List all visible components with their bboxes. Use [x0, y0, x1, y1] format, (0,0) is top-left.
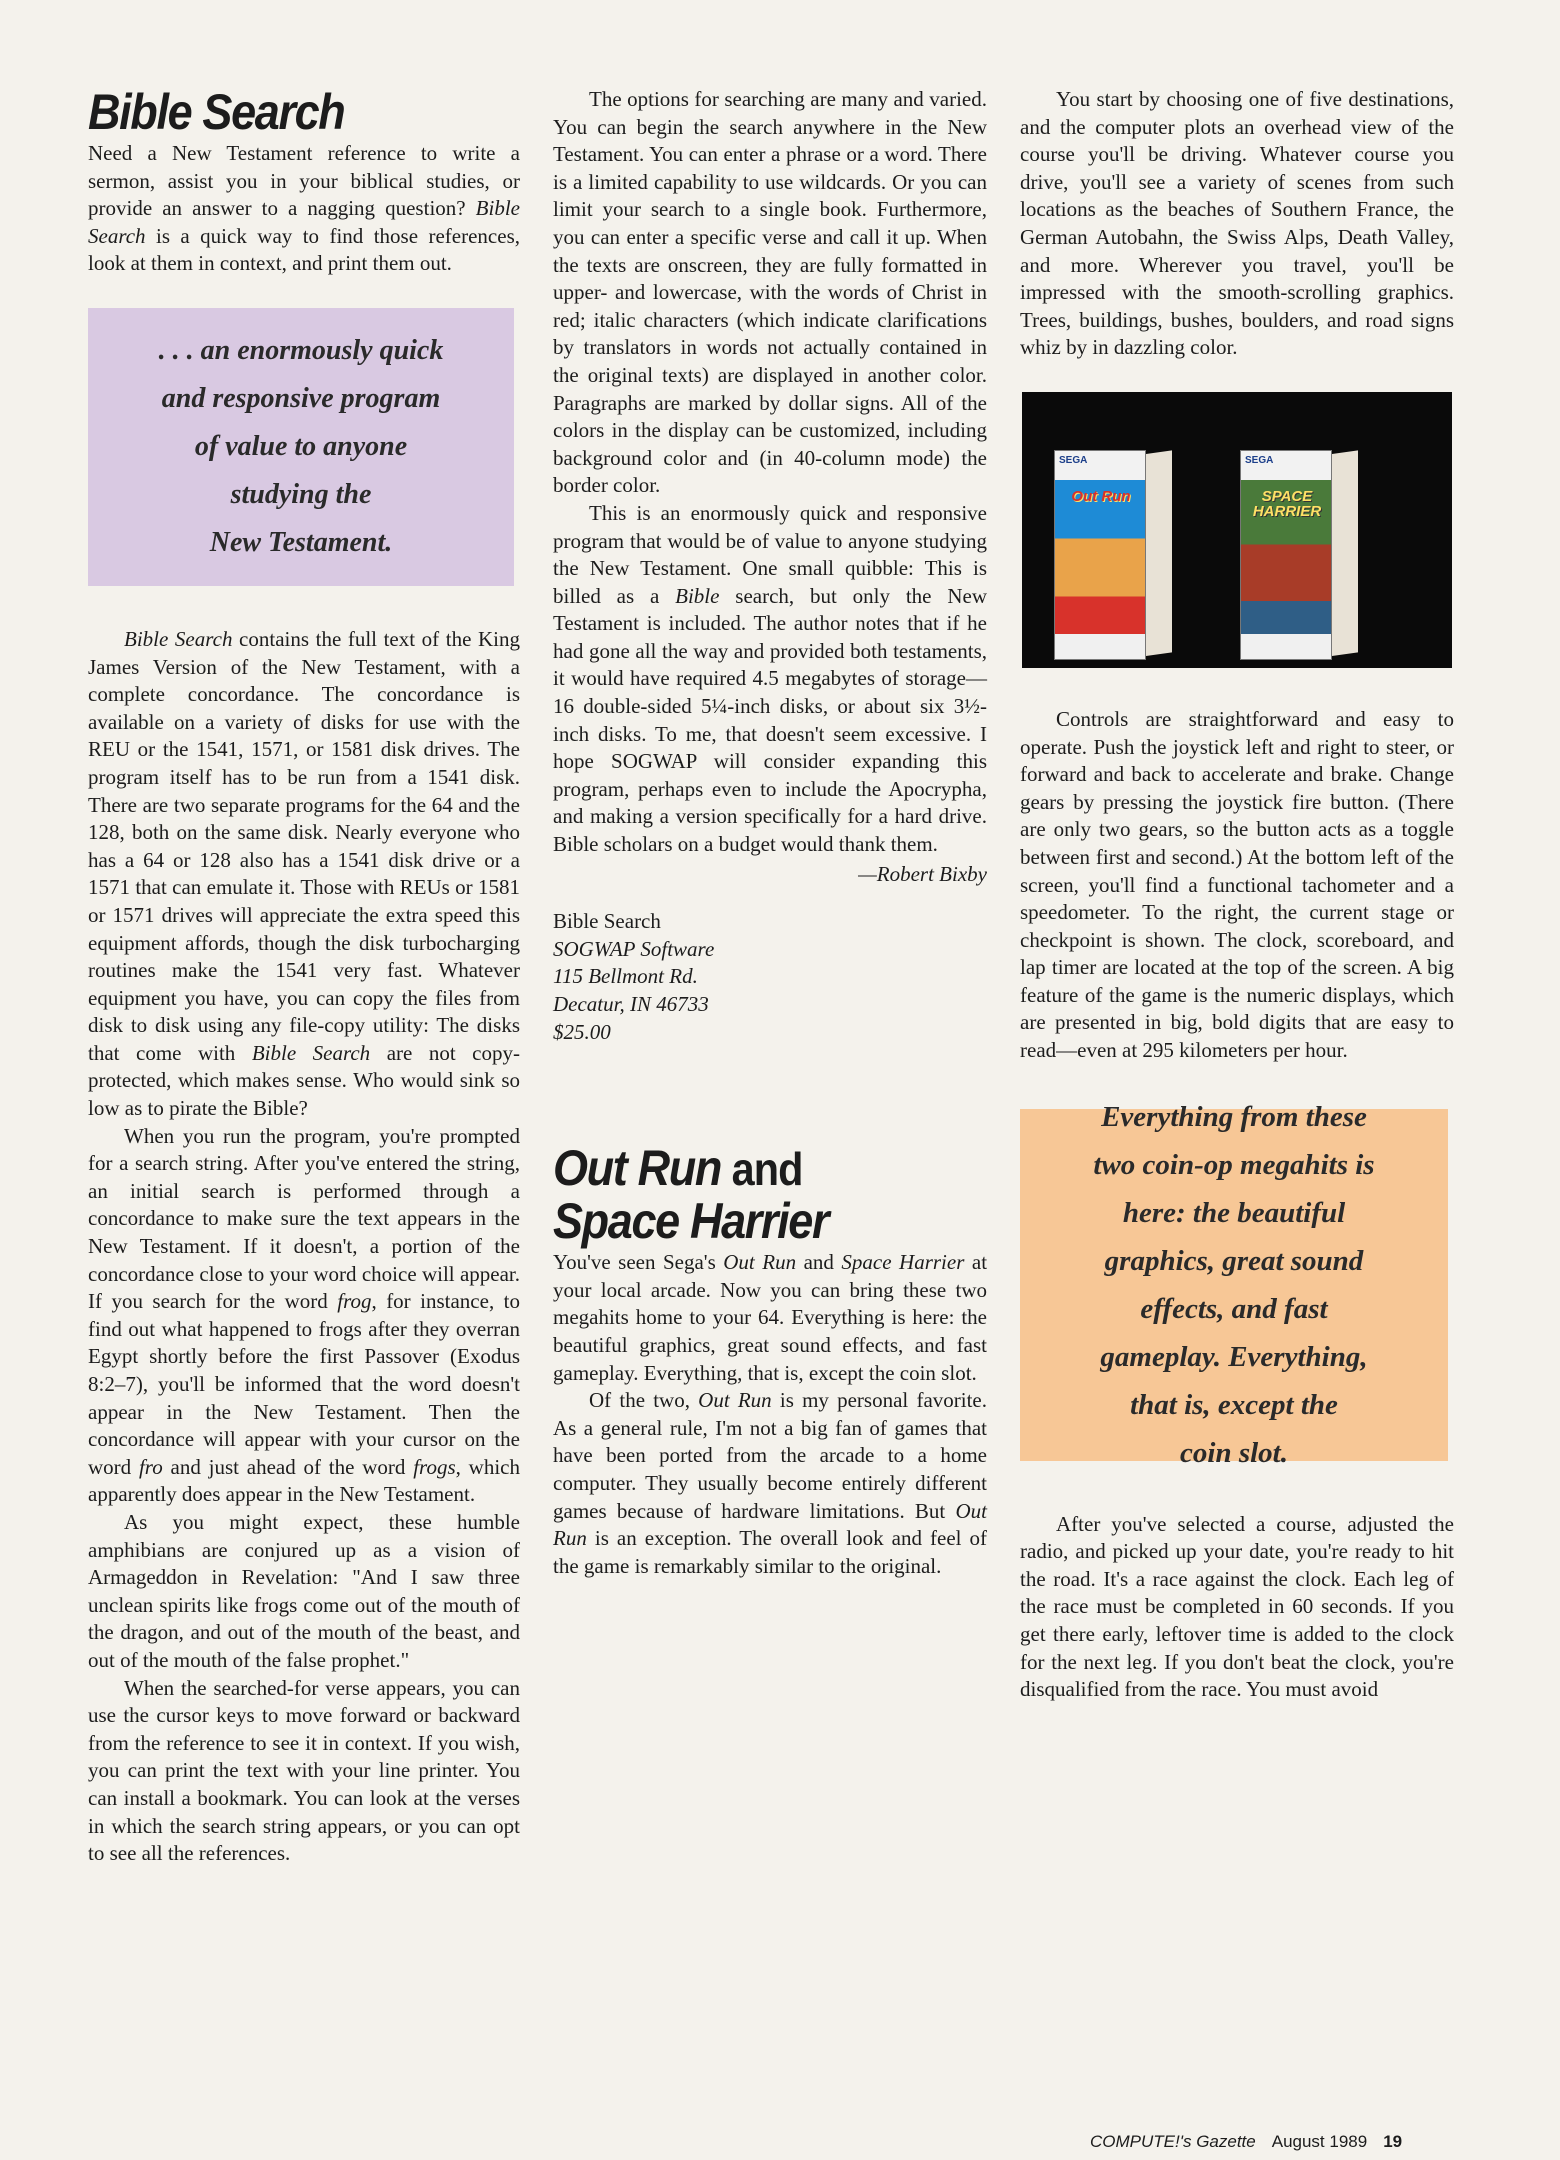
bible-search-pull-quote: [88, 308, 514, 586]
pull-quote-line: New Testament.: [209, 526, 393, 558]
out-run-pull-quote: [1020, 1100, 1448, 1469]
body-paragraph: When you run the program, you're prompted for a search string. After you've entered the string, an initial search is performed through a concordance to make sure the text appears in the New Testament. If it doesn't, a portion of the concordance close to your word choice will appear. If you search for the word frog, for instance, to find out what happened to frogs after they overran Egypt shortly before the first Passover (Exodus 8:2–7), you'll be informed that the word doesn't appear in the New Testament. Then the concordance will appear with your cursor on the word fro and just ahead of the word frogs, which apparently does appear in the New Testament.: [88, 1123, 520, 1507]
product-address: 115 Bellmont Rd.: [553, 964, 698, 989]
bible-search-headline: Bible Search: [88, 84, 345, 140]
body-paragraph: This is an enormously quick and responsive program that would be of value to anyone studying the New Testament. One small quibble: This is billed as a Bible search, but only the New Testament is included. The author notes that if he had gone all the way and provided both testaments, it would have required 4.5 megabytes of storage—16 double-sided 5¼-inch disks, or about six 3½-inch disks. To me, that doesn't seem excessive. I hope SOGWAP will consider expanding this program, perhaps even to include the Apocrypha, and making a version specifically for a hard drive. Bible scholars on a budget would thank them.: [553, 500, 987, 857]
product-name: Bible Search: [553, 909, 661, 934]
product-info: [553, 908, 987, 1046]
pull-quote-line: that is, except the: [1130, 1388, 1338, 1421]
body-paragraph: You start by choosing one of five destinations, and the computer plots an overhead view of the course you'll be driving. Whatever course you drive, you'll see a variety of scenes from such locations as the beaches of Southern France, the German Autobahn, the Swiss Alps, Death Valley, and more. Wherever you travel, you'll be impressed with the smooth-scrolling graphics. Trees, buildings, bushes, boulders, and road signs whiz by in dazzling color.: [1020, 87, 1454, 360]
pull-quote-line: studying the: [230, 478, 372, 510]
body-paragraph: After you've selected a course, adjusted the radio, and picked up your date, you're ready to hit the road. It's a race against the clock. Each leg of the race must be completed in 60 seconds. If you get there early, leftover time is added to the clock for the next leg. If you don't beat the clock, you're disqualified from the race. You must avoid: [1020, 1511, 1454, 1702]
pull-quote-line: of value to anyone: [194, 430, 408, 462]
body-paragraph: Controls are straightforward and easy to operate. Push the joystick left and right to steer, or forward and back to accelerate and brake. Change gears by pressing the joystick fire button. (There are only two gears, so the button acts as a toggle between first and second.) At the bottom left of the screen, you'll find a functional tachometer and a speedometer. To the right, the current stage or checkpoint is shown. The clock, scoreboard, and lap timer are located at the top of the screen. A big feature of the game is the numeric displays, which are presented in big, bold digits that are easy to read—even at 295 kilometers per hour.: [1020, 706, 1454, 1063]
pull-quote-line: here: the beautiful: [1122, 1196, 1346, 1229]
body-paragraph: Bible Search contains the full text of the King James Version of the New Testament, with a complete concordance. The concordance is available on a variety of disks for use with the REU or the 1541, 1571, or 1581 disk drives. The program itself has to be run from a 1541 disk. There are two separate programs for the 64 and the 128, both on the same disk. Nearly everyone who has a 64 or 128 also has a 1541 disk drive or a 1571 that can emulate it. Those with REUs or 1581 or 1571 drives will appreciate the extra speed this equipment affords, though the disk turbocharging routines make the 1541 very fast. Whatever equipment you have, you can copy the files from disk to disk using any file-copy utility: The disks that come with Bible Search are not copy-protected, which makes sense. Who would sink so low as to pirate the Bible?: [88, 626, 520, 1121]
product-price: $25.00: [553, 1019, 611, 1044]
magazine-name: COMPUTE!'s Gazette: [1090, 2132, 1256, 2151]
space-harrier-box: SEGA SPACE HARRIER: [1240, 450, 1358, 660]
body-paragraph: As you might expect, these humble amphibians are conjured up as a vision of Armageddon in Revelation: "And I saw three unclean spirits like frogs come out of the mouth of the dragon, and out of the mouth of the beast, and out of the mouth of the false prophet.": [88, 1509, 520, 1672]
issue-date: August 1989: [1271, 2132, 1368, 2151]
pull-quote-line: and responsive program: [161, 382, 441, 414]
column-3: [1020, 86, 1454, 1704]
out-run-box: SEGA Out Run: [1054, 450, 1172, 660]
pull-quote-line: two coin-op megahits is: [1093, 1148, 1375, 1181]
out-run-headline: Out Run and Space Harrier: [553, 1140, 829, 1250]
product-company: SOGWAP Software: [553, 936, 715, 961]
column-1: [88, 86, 520, 1868]
pull-quote-line: graphics, great sound: [1104, 1244, 1364, 1277]
bible-search-intro: Need a New Testament reference to write a sermon, assist you in your biblical studies, or provide an answer to a nagging question? Bible Search is a quick way to find those references, look at them in context, and print them out.: [88, 141, 520, 276]
pull-quote-line: effects, and fast: [1140, 1292, 1328, 1325]
pull-quote-line: gameplay. Everything,: [1100, 1340, 1368, 1373]
page-number: 19: [1383, 2132, 1403, 2151]
pull-quote-line: . . . an enormously quick: [158, 334, 444, 366]
page-footer: [1090, 2132, 1402, 2152]
product-city: Decatur, IN 46733: [553, 992, 709, 1016]
body-paragraph: Of the two, Out Run is my personal favorite. As a general rule, I'm not a big fan of games that have been ported from the arcade to a home computer. They usually become entirely different games because of hardware limitations. But Out Run is an exception. The overall look and feel of the game is remarkably similar to the original.: [553, 1388, 987, 1578]
body-paragraph: The options for searching are many and varied. You can begin the search anywhere in the New Testament. You can enter a phrase or a word. There is a limited capability to use wildcards. Or you can limit your search to a single book. Furthermore, you can enter a specific verse and call it up. When the texts are onscreen, they are fully formatted in upper- and lowercase, with the words of Christ in red; italic characters (which indicate clarifications by translators in words not actually contained in the original texts) are displayed in another color. Paragraphs are marked by dollar signs. All of the colors in the display can be customized, including background color and (in 40-column mode) the border color.: [553, 87, 987, 498]
column-2: [553, 86, 987, 1580]
author-signature: —Robert Bixby: [858, 861, 987, 886]
body-paragraph: You've seen Sega's Out Run and Space Harrier at your local arcade. Now you can bring these two megahits home to your 64. Everything is here: the beautiful graphics, great sound effects, and fast gameplay. Everything, that is, except the coin slot.: [553, 1250, 988, 1385]
pull-quote-line: coin slot.: [1180, 1436, 1288, 1469]
pull-quote-line: Everything from these: [1101, 1100, 1367, 1133]
body-paragraph: When the searched-for verse appears, you can use the cursor keys to move forward or backward from the reference to see it in context. If you wish, you can print the text with your line printer. You can install a bookmark. You can look at the verses in which the search string appears, or you can opt to see all the references.: [88, 1675, 520, 1866]
game-boxes-photo: [1022, 392, 1452, 668]
